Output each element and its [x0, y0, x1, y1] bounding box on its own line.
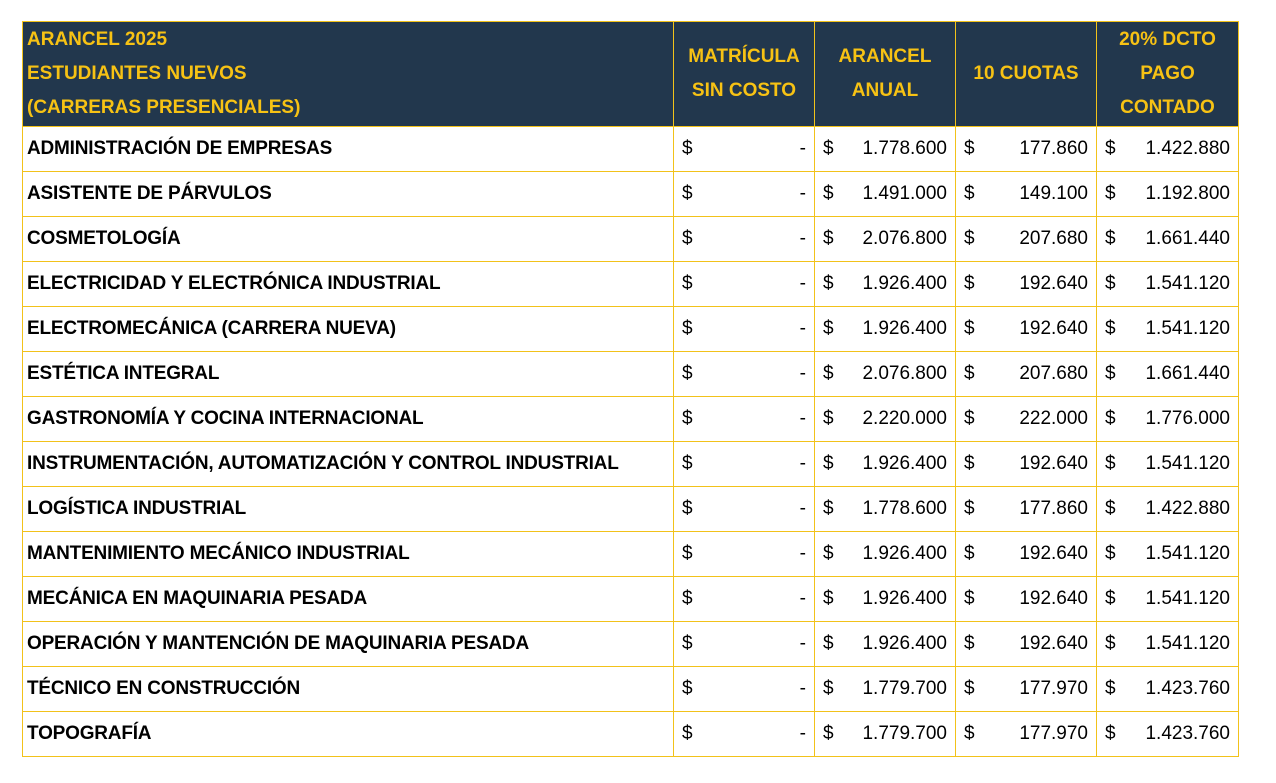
- table-row: [23, 622, 1239, 667]
- currency-symbol: $: [964, 228, 975, 249]
- cell-arancel: [815, 307, 956, 352]
- table-row: [23, 577, 1239, 622]
- currency-symbol: $: [1105, 363, 1116, 384]
- currency-symbol: $: [964, 633, 975, 654]
- currency-symbol: $: [1105, 453, 1116, 474]
- cell-arancel: [815, 712, 956, 757]
- currency-symbol: $: [1105, 723, 1116, 744]
- amount-matricula: -: [799, 363, 806, 384]
- cell-cuotas: [956, 442, 1097, 487]
- currency-symbol: $: [1105, 273, 1116, 294]
- cell-matricula: [674, 307, 815, 352]
- currency-symbol: $: [682, 633, 693, 654]
- title-line: ESTUDIANTES NUEVOS: [27, 63, 247, 84]
- amount-arancel: 2.076.800: [862, 228, 947, 249]
- cell-contado: [1097, 442, 1239, 487]
- amount-arancel: 2.076.800: [862, 363, 947, 384]
- currency-symbol: $: [964, 318, 975, 339]
- cell-cuotas: [956, 127, 1097, 172]
- cell-contado: [1097, 532, 1239, 577]
- amount-arancel: 1.778.600: [862, 138, 947, 159]
- col-header-matricula: MATRÍCULA SIN COSTO: [674, 22, 815, 127]
- amount-matricula: -: [799, 723, 806, 744]
- amount-matricula: -: [799, 678, 806, 699]
- cell-matricula: [674, 532, 815, 577]
- cell-contado: [1097, 577, 1239, 622]
- currency-symbol: $: [964, 183, 975, 204]
- currency-symbol: $: [682, 588, 693, 609]
- currency-symbol: $: [823, 318, 834, 339]
- cell-cuotas: [956, 667, 1097, 712]
- currency-symbol: $: [823, 183, 834, 204]
- currency-symbol: $: [1105, 543, 1116, 564]
- amount-contado: 1.541.120: [1145, 543, 1230, 564]
- table-body: [23, 127, 1239, 757]
- amount-cuotas: 207.680: [1019, 228, 1088, 249]
- table-row: [23, 172, 1239, 217]
- amount-cuotas: 192.640: [1019, 543, 1088, 564]
- col-header-arancel: ARANCEL ANUAL: [815, 22, 956, 127]
- program-name: INSTRUMENTACIÓN, AUTOMATIZACIÓN Y CONTROL INDUSTRIAL: [23, 442, 674, 487]
- amount-cuotas: 177.860: [1019, 498, 1088, 519]
- currency-symbol: $: [682, 453, 693, 474]
- cell-matricula: [674, 622, 815, 667]
- cell-cuotas: [956, 172, 1097, 217]
- table-row: [23, 667, 1239, 712]
- amount-cuotas: 192.640: [1019, 273, 1088, 294]
- currency-symbol: $: [1105, 408, 1116, 429]
- currency-symbol: $: [682, 273, 693, 294]
- amount-matricula: -: [799, 273, 806, 294]
- cell-matricula: [674, 217, 815, 262]
- currency-symbol: $: [964, 453, 975, 474]
- cell-cuotas: [956, 622, 1097, 667]
- tuition-table: [22, 21, 1239, 757]
- currency-symbol: $: [1105, 228, 1116, 249]
- program-name: TÉCNICO EN CONSTRUCCIÓN: [23, 667, 674, 712]
- amount-contado: 1.192.800: [1145, 183, 1230, 204]
- currency-symbol: $: [682, 678, 693, 699]
- amount-cuotas: 192.640: [1019, 633, 1088, 654]
- cell-arancel: [815, 487, 956, 532]
- currency-symbol: $: [1105, 498, 1116, 519]
- program-name: ELECTRICIDAD Y ELECTRÓNICA INDUSTRIAL: [23, 262, 674, 307]
- currency-symbol: $: [964, 588, 975, 609]
- amount-contado: 1.776.000: [1145, 408, 1230, 429]
- currency-symbol: $: [682, 498, 693, 519]
- cell-contado: [1097, 667, 1239, 712]
- cell-matricula: [674, 487, 815, 532]
- currency-symbol: $: [682, 228, 693, 249]
- currency-symbol: $: [682, 183, 693, 204]
- cell-cuotas: [956, 487, 1097, 532]
- cell-matricula: [674, 352, 815, 397]
- currency-symbol: $: [823, 723, 834, 744]
- cell-contado: [1097, 217, 1239, 262]
- currency-symbol: $: [682, 543, 693, 564]
- cell-cuotas: [956, 217, 1097, 262]
- currency-symbol: $: [964, 408, 975, 429]
- amount-matricula: -: [799, 408, 806, 429]
- cell-arancel: [815, 262, 956, 307]
- amount-arancel: 1.926.400: [862, 453, 947, 474]
- cell-arancel: [815, 622, 956, 667]
- cell-matricula: [674, 397, 815, 442]
- col-header-descuento: 20% DCTO PAGO CONTADO: [1097, 22, 1239, 127]
- table-row: [23, 262, 1239, 307]
- amount-arancel: 1.926.400: [862, 318, 947, 339]
- cell-arancel: [815, 397, 956, 442]
- cell-arancel: [815, 442, 956, 487]
- currency-symbol: $: [823, 633, 834, 654]
- currency-symbol: $: [823, 138, 834, 159]
- amount-contado: 1.422.880: [1145, 138, 1230, 159]
- currency-symbol: $: [964, 273, 975, 294]
- cell-arancel: [815, 667, 956, 712]
- col-header-cuotas: 10 CUOTAS: [956, 22, 1097, 127]
- amount-arancel: 1.779.700: [862, 678, 947, 699]
- currency-symbol: $: [682, 318, 693, 339]
- title-line: ARANCEL 2025: [27, 29, 168, 50]
- amount-cuotas: 207.680: [1019, 363, 1088, 384]
- cell-cuotas: [956, 712, 1097, 757]
- currency-symbol: $: [682, 408, 693, 429]
- currency-symbol: $: [1105, 588, 1116, 609]
- cell-cuotas: [956, 262, 1097, 307]
- program-name: LOGÍSTICA INDUSTRIAL: [23, 487, 674, 532]
- currency-symbol: $: [823, 228, 834, 249]
- amount-matricula: -: [799, 498, 806, 519]
- table-row: [23, 352, 1239, 397]
- cell-cuotas: [956, 352, 1097, 397]
- header-row: [23, 22, 1239, 127]
- cell-matricula: [674, 262, 815, 307]
- amount-cuotas: 177.860: [1019, 138, 1088, 159]
- program-name: MECÁNICA EN MAQUINARIA PESADA: [23, 577, 674, 622]
- amount-arancel: 1.491.000: [862, 183, 947, 204]
- amount-matricula: -: [799, 633, 806, 654]
- amount-cuotas: 192.640: [1019, 453, 1088, 474]
- amount-cuotas: 177.970: [1019, 678, 1088, 699]
- currency-symbol: $: [964, 678, 975, 699]
- currency-symbol: $: [1105, 678, 1116, 699]
- amount-matricula: -: [799, 228, 806, 249]
- cell-matricula: [674, 127, 815, 172]
- cell-contado: [1097, 262, 1239, 307]
- amount-arancel: 1.926.400: [862, 588, 947, 609]
- cell-matricula: [674, 442, 815, 487]
- currency-symbol: $: [682, 723, 693, 744]
- table-row: [23, 397, 1239, 442]
- program-name: COSMETOLOGÍA: [23, 217, 674, 262]
- amount-contado: 1.541.120: [1145, 273, 1230, 294]
- amount-cuotas: 177.970: [1019, 723, 1088, 744]
- program-name: ASISTENTE DE PÁRVULOS: [23, 172, 674, 217]
- cell-contado: [1097, 307, 1239, 352]
- currency-symbol: $: [823, 363, 834, 384]
- currency-symbol: $: [823, 498, 834, 519]
- cell-contado: [1097, 712, 1239, 757]
- cell-contado: [1097, 172, 1239, 217]
- cell-arancel: [815, 352, 956, 397]
- cell-cuotas: [956, 397, 1097, 442]
- currency-symbol: $: [964, 363, 975, 384]
- currency-symbol: $: [823, 588, 834, 609]
- amount-arancel: 1.926.400: [862, 543, 947, 564]
- title-line: (CARRERAS PRESENCIALES): [27, 97, 301, 118]
- amount-matricula: -: [799, 588, 806, 609]
- currency-symbol: $: [964, 543, 975, 564]
- amount-cuotas: 222.000: [1019, 408, 1088, 429]
- currency-symbol: $: [1105, 183, 1116, 204]
- currency-symbol: $: [823, 408, 834, 429]
- cell-matricula: [674, 577, 815, 622]
- amount-contado: 1.423.760: [1145, 678, 1230, 699]
- amount-contado: 1.423.760: [1145, 723, 1230, 744]
- amount-contado: 1.422.880: [1145, 498, 1230, 519]
- table-row: [23, 487, 1239, 532]
- cell-arancel: [815, 532, 956, 577]
- table-title: [23, 22, 674, 127]
- amount-contado: 1.541.120: [1145, 453, 1230, 474]
- program-name: ESTÉTICA INTEGRAL: [23, 352, 674, 397]
- currency-symbol: $: [964, 723, 975, 744]
- cell-contado: [1097, 127, 1239, 172]
- amount-cuotas: 149.100: [1019, 183, 1088, 204]
- currency-symbol: $: [823, 453, 834, 474]
- program-name: OPERACIÓN Y MANTENCIÓN DE MAQUINARIA PESADA: [23, 622, 674, 667]
- amount-arancel: 1.926.400: [862, 273, 947, 294]
- currency-symbol: $: [682, 363, 693, 384]
- amount-arancel: 1.778.600: [862, 498, 947, 519]
- cell-matricula: [674, 172, 815, 217]
- amount-cuotas: 192.640: [1019, 588, 1088, 609]
- cell-contado: [1097, 487, 1239, 532]
- currency-symbol: $: [964, 498, 975, 519]
- cell-contado: [1097, 622, 1239, 667]
- cell-matricula: [674, 667, 815, 712]
- amount-contado: 1.541.120: [1145, 633, 1230, 654]
- program-name: MANTENIMIENTO MECÁNICO INDUSTRIAL: [23, 532, 674, 577]
- amount-contado: 1.541.120: [1145, 318, 1230, 339]
- currency-symbol: $: [964, 138, 975, 159]
- table-row: [23, 217, 1239, 262]
- cell-arancel: [815, 127, 956, 172]
- table-row: [23, 532, 1239, 577]
- cell-contado: [1097, 397, 1239, 442]
- cell-matricula: [674, 712, 815, 757]
- cell-arancel: [815, 172, 956, 217]
- amount-arancel: 1.926.400: [862, 633, 947, 654]
- amount-matricula: -: [799, 543, 806, 564]
- amount-contado: 1.661.440: [1145, 363, 1230, 384]
- cell-arancel: [815, 577, 956, 622]
- cell-cuotas: [956, 532, 1097, 577]
- currency-symbol: $: [682, 138, 693, 159]
- program-name: ADMINISTRACIÓN DE EMPRESAS: [23, 127, 674, 172]
- program-name: GASTRONOMÍA Y COCINA INTERNACIONAL: [23, 397, 674, 442]
- amount-contado: 1.661.440: [1145, 228, 1230, 249]
- amount-arancel: 2.220.000: [862, 408, 947, 429]
- table-row: [23, 307, 1239, 352]
- cell-cuotas: [956, 577, 1097, 622]
- currency-symbol: $: [1105, 318, 1116, 339]
- currency-symbol: $: [1105, 633, 1116, 654]
- table-row: [23, 127, 1239, 172]
- amount-matricula: -: [799, 453, 806, 474]
- amount-contado: 1.541.120: [1145, 588, 1230, 609]
- currency-symbol: $: [823, 273, 834, 294]
- amount-arancel: 1.779.700: [862, 723, 947, 744]
- amount-matricula: -: [799, 183, 806, 204]
- currency-symbol: $: [823, 543, 834, 564]
- table-row: [23, 712, 1239, 757]
- program-name: ELECTROMECÁNICA (CARRERA NUEVA): [23, 307, 674, 352]
- cell-cuotas: [956, 307, 1097, 352]
- amount-matricula: -: [799, 318, 806, 339]
- cell-arancel: [815, 217, 956, 262]
- currency-symbol: $: [1105, 138, 1116, 159]
- table-row: [23, 442, 1239, 487]
- currency-symbol: $: [823, 678, 834, 699]
- cell-contado: [1097, 352, 1239, 397]
- amount-cuotas: 192.640: [1019, 318, 1088, 339]
- program-name: TOPOGRAFÍA: [23, 712, 674, 757]
- amount-matricula: -: [799, 138, 806, 159]
